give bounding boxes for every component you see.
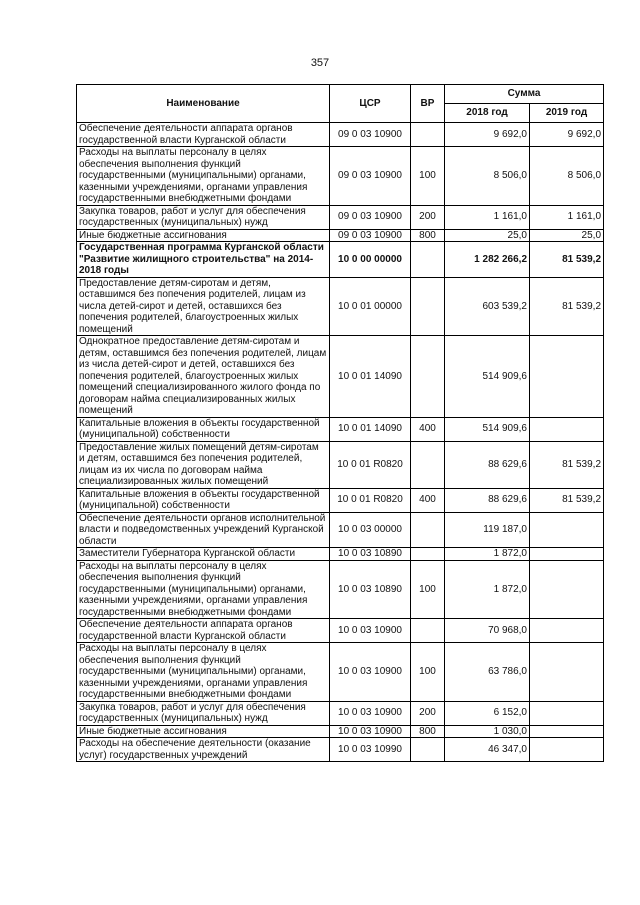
row-csr: 10 0 01 00000 [330, 277, 411, 336]
row-name: Расходы на выплаты персоналу в целях обеспечения выполнения функций государственными (муниципальными) органами, казенными учреждениями, органами управления государственными внебюджетными фондами [77, 560, 330, 619]
row-name: Однократное предоставление детям-сиротам и детям, оставшимся без попечения родителей, лицам из числа детей-сирот и детей, оставшихся без попечения родителей, благоустроенных жилых помещений специализированного жилого фонда по договорам найма специализированных жилых помещений [77, 336, 330, 418]
row-vr [411, 619, 445, 643]
row-name: Государственная программа Курганской области "Развитие жилищного строительства" на 2014-2018 годы [77, 242, 330, 278]
row-amount-2018: 119 187,0 [445, 512, 530, 548]
row-vr [411, 441, 445, 488]
row-amount-2018: 603 539,2 [445, 277, 530, 336]
budget-table [76, 84, 604, 762]
row-amount-2018: 9 692,0 [445, 123, 530, 147]
row-name: Закупка товаров, работ и услуг для обеспечения государственных (муниципальных) нужд [77, 701, 330, 725]
header-csr: ЦСР [330, 85, 411, 123]
row-amount-2019 [530, 725, 604, 738]
row-csr: 10 0 03 10890 [330, 560, 411, 619]
row-amount-2018: 1 872,0 [445, 560, 530, 619]
row-csr: 10 0 03 10900 [330, 701, 411, 725]
table-row [77, 548, 604, 561]
table-row [77, 205, 604, 229]
table-row [77, 738, 604, 762]
row-amount-2019: 81 539,2 [530, 277, 604, 336]
row-name: Обеспечение деятельности аппарата органов государственной власти Курганской области [77, 619, 330, 643]
row-csr: 10 0 03 10900 [330, 643, 411, 702]
row-csr: 09 0 03 10900 [330, 205, 411, 229]
table-header [77, 85, 604, 123]
table-row [77, 701, 604, 725]
header-sum: Сумма [445, 85, 604, 104]
row-amount-2019: 1 161,0 [530, 205, 604, 229]
row-vr [411, 123, 445, 147]
table-row [77, 242, 604, 278]
row-vr [411, 277, 445, 336]
page-number: 357 [310, 57, 330, 69]
row-csr: 10 0 03 10900 [330, 619, 411, 643]
row-amount-2018: 46 347,0 [445, 738, 530, 762]
row-name: Предоставление жилых помещений детям-сиротам и детям, оставшимся без попечения родителей, лицам из их числа по договорам найма специализированных жилых помещений [77, 441, 330, 488]
table-row [77, 725, 604, 738]
row-amount-2019: 9 692,0 [530, 123, 604, 147]
row-amount-2018: 70 968,0 [445, 619, 530, 643]
row-amount-2019: 8 506,0 [530, 147, 604, 206]
row-vr: 100 [411, 560, 445, 619]
row-name: Заместители Губернатора Курганской области [77, 548, 330, 561]
row-amount-2019 [530, 417, 604, 441]
table-row [77, 560, 604, 619]
row-amount-2018: 514 909,6 [445, 417, 530, 441]
row-amount-2019: 81 539,2 [530, 242, 604, 278]
row-vr [411, 242, 445, 278]
row-amount-2018: 1 282 266,2 [445, 242, 530, 278]
header-year-2018: 2018 год [445, 104, 530, 123]
row-name: Иные бюджетные ассигнования [77, 229, 330, 242]
row-amount-2018: 88 629,6 [445, 488, 530, 512]
row-amount-2019 [530, 643, 604, 702]
row-name: Расходы на выплаты персоналу в целях обеспечения выполнения функций государственными (муниципальными) органами, казенными учреждениями, органами управления государственными внебюджетными фондами [77, 643, 330, 702]
row-name: Обеспечение деятельности аппарата органов государственной власти Курганской области [77, 123, 330, 147]
row-name: Иные бюджетные ассигнования [77, 725, 330, 738]
row-vr: 200 [411, 701, 445, 725]
row-vr: 800 [411, 229, 445, 242]
row-vr [411, 512, 445, 548]
row-csr: 10 0 01 14090 [330, 336, 411, 418]
table-row [77, 643, 604, 702]
row-vr: 400 [411, 417, 445, 441]
table-row [77, 229, 604, 242]
row-csr: 10 0 03 10900 [330, 725, 411, 738]
row-amount-2019: 25,0 [530, 229, 604, 242]
row-csr: 09 0 03 10900 [330, 229, 411, 242]
row-amount-2018: 63 786,0 [445, 643, 530, 702]
row-amount-2019 [530, 560, 604, 619]
row-amount-2019: 81 539,2 [530, 488, 604, 512]
row-csr: 10 0 03 10890 [330, 548, 411, 561]
row-name: Обеспечение деятельности органов исполнительной власти и подведомственных учреждений Курганской области [77, 512, 330, 548]
row-amount-2019 [530, 738, 604, 762]
row-name: Предоставление детям-сиротам и детям, оставшимся без попечения родителей, лицам из числа детей-сирот и детей, оставшихся без попечения родителей, благоустроенных жилых помещений [77, 277, 330, 336]
row-amount-2018: 1 030,0 [445, 725, 530, 738]
table-row [77, 512, 604, 548]
row-name: Расходы на обеспечение деятельности (оказание услуг) государственных учреждений [77, 738, 330, 762]
row-amount-2018: 6 152,0 [445, 701, 530, 725]
header-name: Наименование [77, 85, 330, 123]
row-csr: 10 0 01 R0820 [330, 488, 411, 512]
table-row [77, 123, 604, 147]
row-amount-2019 [530, 619, 604, 643]
row-amount-2018: 25,0 [445, 229, 530, 242]
row-vr: 100 [411, 643, 445, 702]
table-row [77, 277, 604, 336]
table-row [77, 417, 604, 441]
header-year-2019: 2019 год [530, 104, 604, 123]
row-name: Капитальные вложения в объекты государственной (муниципальной) собственности [77, 488, 330, 512]
table-row [77, 619, 604, 643]
row-csr: 10 0 00 00000 [330, 242, 411, 278]
row-csr: 10 0 01 R0820 [330, 441, 411, 488]
table-row [77, 147, 604, 206]
row-vr [411, 336, 445, 418]
row-csr: 09 0 03 10900 [330, 147, 411, 206]
row-amount-2018: 1 161,0 [445, 205, 530, 229]
row-csr: 09 0 03 10900 [330, 123, 411, 147]
row-vr: 400 [411, 488, 445, 512]
table-body [77, 123, 604, 762]
table-row [77, 488, 604, 512]
row-csr: 10 0 03 10990 [330, 738, 411, 762]
row-vr: 200 [411, 205, 445, 229]
row-amount-2019 [530, 336, 604, 418]
row-amount-2019 [530, 512, 604, 548]
row-vr: 100 [411, 147, 445, 206]
row-vr: 800 [411, 725, 445, 738]
row-csr: 10 0 01 14090 [330, 417, 411, 441]
row-amount-2018: 8 506,0 [445, 147, 530, 206]
row-vr [411, 548, 445, 561]
header-vr: ВР [411, 85, 445, 123]
row-name: Закупка товаров, работ и услуг для обеспечения государственных (муниципальных) нужд [77, 205, 330, 229]
row-name: Капитальные вложения в объекты государственной (муниципальной) собственности [77, 417, 330, 441]
row-amount-2018: 514 909,6 [445, 336, 530, 418]
row-amount-2019: 81 539,2 [530, 441, 604, 488]
row-name: Расходы на выплаты персоналу в целях обеспечения выполнения функций государственными (муниципальными) органами, казенными учреждениями, органами управления государственными внебюджетными фондами [77, 147, 330, 206]
row-amount-2018: 88 629,6 [445, 441, 530, 488]
row-amount-2019 [530, 548, 604, 561]
row-vr [411, 738, 445, 762]
row-amount-2018: 1 872,0 [445, 548, 530, 561]
row-csr: 10 0 03 00000 [330, 512, 411, 548]
table-row [77, 441, 604, 488]
table-row [77, 336, 604, 418]
row-amount-2019 [530, 701, 604, 725]
